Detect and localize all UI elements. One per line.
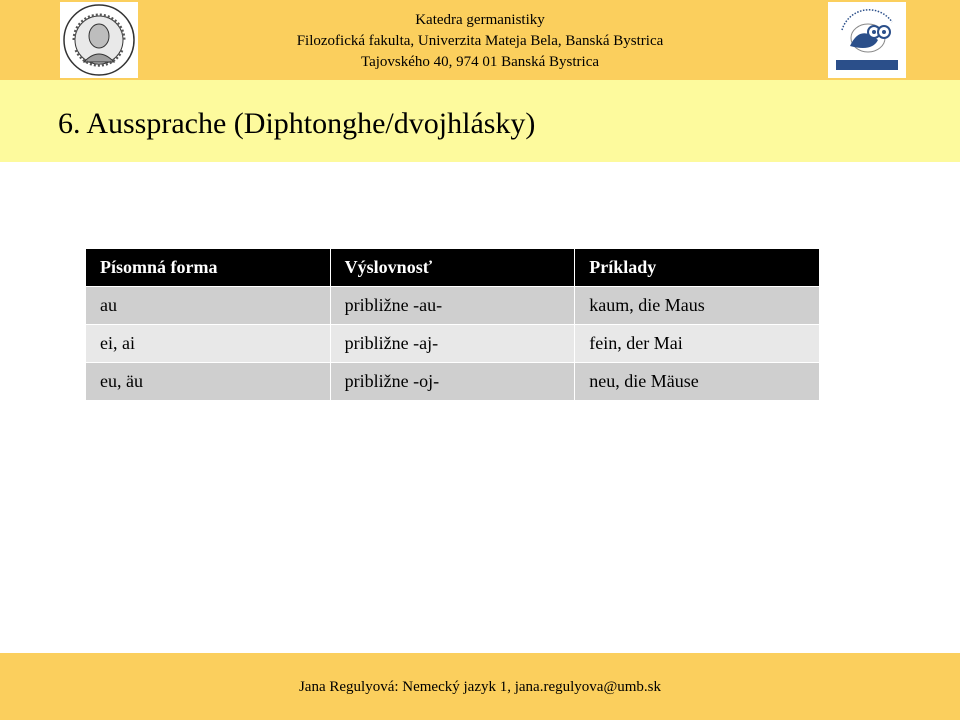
table-cell: približne -au- xyxy=(330,287,575,325)
diphthong-table xyxy=(85,248,820,401)
address: Tajovského 40, 974 01 Banská Bystrica xyxy=(360,54,600,70)
department-name: Katedra germanistiky xyxy=(415,12,545,28)
table-cell: ei, ai xyxy=(86,325,331,363)
faculty-name: Filozofická fakulta, Univerzita Mateja Bela, Banská Bystrica xyxy=(296,33,664,49)
table-header-row xyxy=(86,249,820,287)
table-row xyxy=(86,363,820,401)
header-text xyxy=(0,10,960,73)
table-row xyxy=(86,325,820,363)
table-cell: au xyxy=(86,287,331,325)
column-header-pronunciation: Výslovnosť xyxy=(330,249,575,287)
footer-text: Jana Regulyová: Nemecký jazyk 1, jana.regulyova@umb.sk xyxy=(298,679,662,695)
column-header-examples: Príklady xyxy=(575,249,820,287)
table-cell: kaum, die Maus xyxy=(575,287,820,325)
table-cell: eu, äu xyxy=(86,363,331,401)
table-cell: neu, die Mäuse xyxy=(575,363,820,401)
table-cell: približne -aj- xyxy=(330,325,575,363)
table-cell: približne -oj- xyxy=(330,363,575,401)
column-header-written-form: Písomná forma xyxy=(86,249,331,287)
table-row xyxy=(86,287,820,325)
table-cell: fein, der Mai xyxy=(575,325,820,363)
slide-title: 6. Aussprache (Diphtonghe/dvojhlásky) xyxy=(58,107,536,140)
